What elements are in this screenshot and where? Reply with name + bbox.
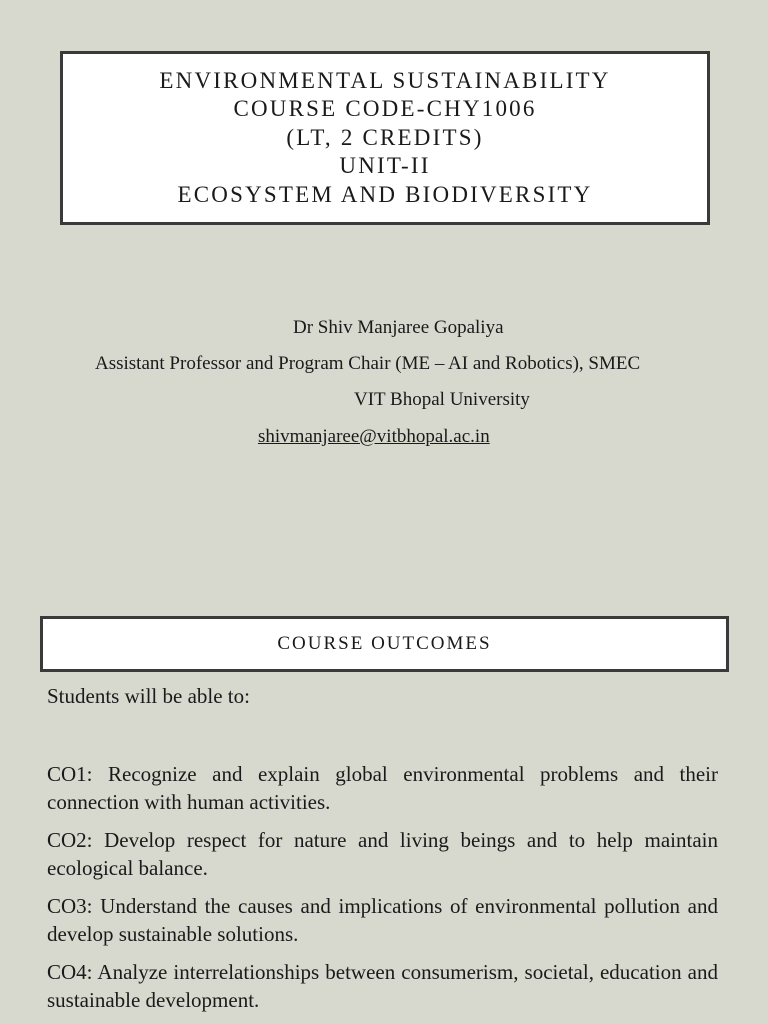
outcome-co3: CO3: Understand the causes and implications of environmental pollution and develop sustainable solutions.	[47, 894, 718, 946]
outcome-co1: CO1: Recognize and explain global environmental problems and their connection with human activities.	[47, 762, 718, 814]
outcomes-list	[47, 760, 718, 1024]
author-email-link[interactable]: shivmanjaree@vitbhopal.ac.in	[258, 426, 490, 447]
outcome-co4: CO4: Analyze interrelationships between consumerism, societal, education and sustainable development.	[47, 960, 718, 1012]
title-box	[60, 51, 710, 225]
author-name: Dr Shiv Manjaree Gopaliya	[293, 317, 504, 338]
course-code: COURSE CODE-CHY1006	[233, 96, 537, 122]
course-title: ENVIRONMENTAL SUSTAINABILITY	[159, 67, 611, 93]
unit-title: ECOSYSTEM AND BIODIVERSITY	[177, 181, 593, 207]
outcomes-intro: Students will be able to:	[47, 684, 250, 708]
course-outcomes-heading-box	[40, 616, 729, 672]
unit-label: UNIT-II	[339, 153, 431, 179]
author-university: VIT Bhopal University	[354, 389, 530, 410]
course-outcomes-heading: COURSE OUTCOMES	[277, 633, 492, 654]
course-credits: (LT, 2 CREDITS)	[286, 124, 484, 150]
course-outcomes-slide	[0, 600, 768, 1024]
outcome-co2: CO2: Develop respect for nature and living beings and to help maintain ecological balance.	[47, 828, 718, 880]
author-designation: Assistant Professor and Program Chair (ME – AI and Robotics), SMEC	[95, 353, 641, 374]
